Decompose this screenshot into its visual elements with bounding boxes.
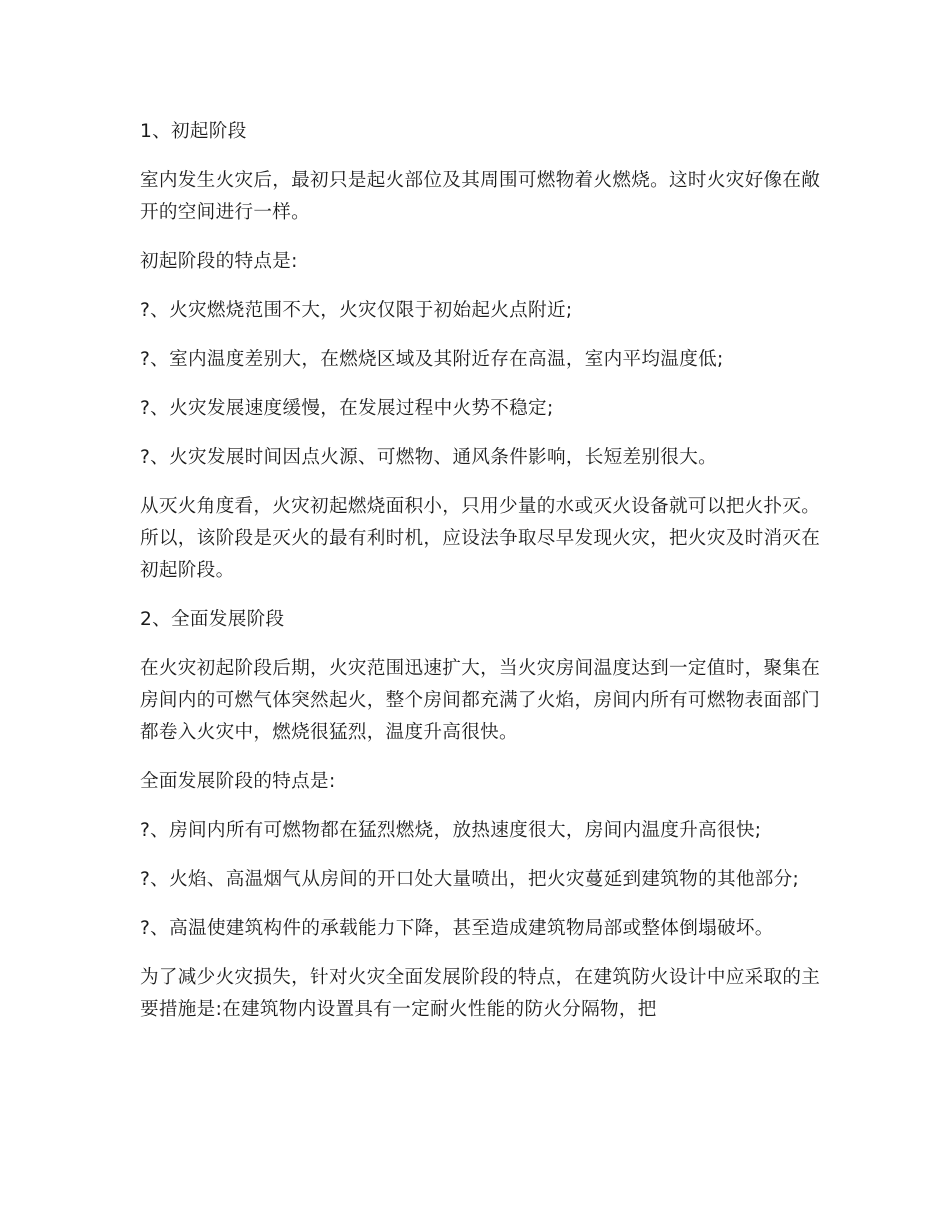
heading-stage-1: 1、初起阶段	[140, 121, 247, 142]
list-item: ?、火焰、高温烟气从房间的开口处大量喷出，把火灾蔓延到建筑物的其他部分;	[140, 869, 800, 890]
list-item: ?、房间内所有可燃物都在猛烈燃烧，放热速度很大，房间内温度升高很快;	[140, 820, 762, 841]
list-item: ?、火灾燃烧范围不大，火灾仅限于初始起火点附近;	[140, 300, 573, 321]
paragraph: 全面发展阶段的特点是:	[140, 771, 336, 792]
list-item: ?、火灾发展速度缓慢，在发展过程中火势不稳定;	[140, 398, 554, 419]
paragraph: 初起阶段的特点是:	[140, 251, 298, 272]
heading-stage-2: 2、全面发展阶段	[140, 609, 285, 630]
paragraph: 为了减少火灾损失，针对火灾全面发展阶段的特点，在建筑防火设计中应采取的主要措施是:在建筑物内设置具有一定耐火性能的防火分隔物，把	[140, 967, 821, 1020]
paragraph: 在火灾初起阶段后期，火灾范围迅速扩大，当火灾房间温度达到一定值时，聚集在房间内的可燃气体突然起火，整个房间都充满了火焰，房间内所有可燃物表面部门都卷入火灾中，燃烧很猛烈，温度升高很快。	[140, 658, 821, 743]
document-body	[140, 116, 830, 1043]
paragraph: 室内发生火灾后，最初只是起火部位及其周围可燃物着火燃烧。这时火灾好像在敞开的空间进行一样。	[140, 170, 821, 223]
list-item: ?、高温使建筑构件的承载能力下降，甚至造成建筑物局部或整体倒塌破坏。	[140, 918, 774, 939]
paragraph: 从灭火角度看，火灾初起燃烧面积小，只用少量的水或灭火设备就可以把火扑灭。所以，该阶段是灭火的最有利时机，应设法争取尽早发现火灾，把火灾及时消灭在初起阶段。	[140, 496, 821, 581]
list-item: ?、室内温度差别大，在燃烧区域及其附近存在高温，室内平均温度低;	[140, 349, 724, 370]
list-item: ?、火灾发展时间因点火源、可燃物、通风条件影响，长短差别很大。	[140, 447, 717, 468]
